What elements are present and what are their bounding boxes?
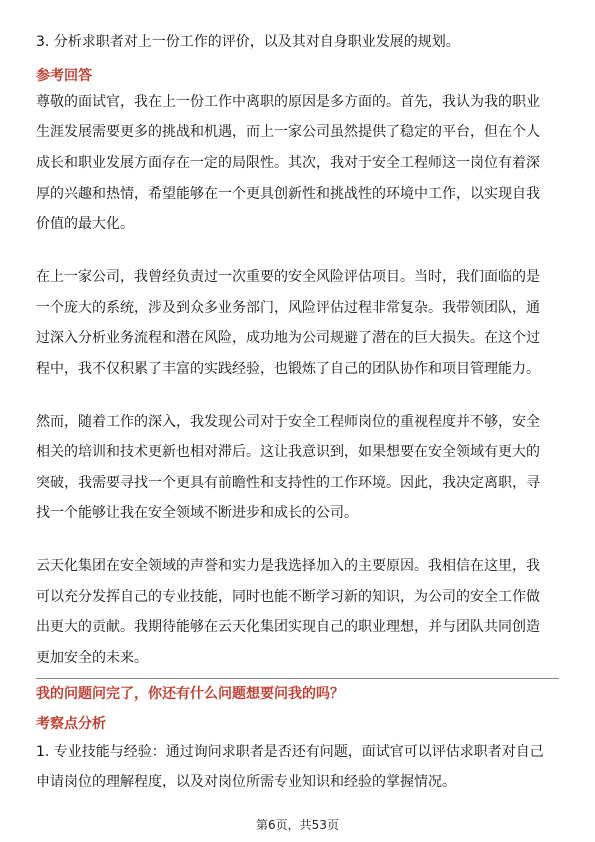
paragraph-line: 生涯发展需要更多的挑战和机遇，而上一家公司虽然提供了稳定的平台，但在个人 <box>36 124 540 140</box>
paragraph-line: 尊敬的面试官，我在上一份工作中离职的原因是多方面的。首先，我认为我的职业 <box>36 94 540 110</box>
paragraph-line: 价值的最大化。 <box>36 216 134 232</box>
analysis-line: 1. 专业技能与经验：通过询问求职者是否还有问题，面试官可以评估求职者对自己 <box>36 744 544 760</box>
paragraph-line: 找一个能够让我在安全领域不断进步和成长的公司。 <box>36 505 358 521</box>
section-divider <box>36 678 559 679</box>
paragraph-line: 然而，随着工作的深入，我发现公司对于安全工程师岗位的重视程度并不够，安全 <box>36 414 540 430</box>
paragraph-line: 一个庞大的系统，涉及到众多业务部门，风险评估过程非常复杂。我带领团队，通 <box>36 300 540 316</box>
page-number: 第6页，共53页 <box>256 818 339 832</box>
analysis-line: 申请岗位的理解程度，以及对岗位所需专业知识和经验的掌握情况。 <box>36 774 456 790</box>
paragraph-line: 过深入分析业务流程和潜在风险，成功地为公司规避了潜在的巨大损失。在这个过 <box>36 330 540 346</box>
reference-answer-label: 参考回答 <box>36 68 92 84</box>
next-question-title: 我的问题问完了，你还有什么问题想要问我的吗？ <box>36 686 344 702</box>
paragraph-line: 更加安全的未来。 <box>36 650 148 666</box>
paragraph-line: 成长和职业发展方面存在一定的局限性。其次，我对于安全工程师这一岗位有着深 <box>36 155 540 171</box>
analysis-label: 考察点分析 <box>36 716 106 732</box>
paragraph-line: 云天化集团在安全领域的声誉和实力是我选择加入的主要原因。我相信在这里，我 <box>36 558 540 574</box>
paragraph-line: 突破，我需要寻找一个更具有前瞻性和支持性的工作环境。因此，我决定离职，寻 <box>36 475 540 491</box>
paragraph-line: 程中，我不仅积累了丰富的实践经验，也锻炼了自己的团队协作和项目管理能力。 <box>36 361 540 377</box>
paragraph-line: 出更大的贡献。我期待能够在云天化集团实现自己的职业理想，并与团队共同创造 <box>36 619 540 635</box>
intro-question: 3. 分析求职者对上一份工作的评价，以及其对自身职业发展的规划。 <box>36 34 460 50</box>
paragraph-line: 在上一家公司，我曾经负责过一次重要的安全风险评估项目。当时，我们面临的是 <box>36 269 540 285</box>
paragraph-line: 可以充分发挥自己的专业技能，同时也能不断学习新的知识，为公司的安全工作做 <box>36 589 540 605</box>
paragraph-line: 厚的兴趣和热情，希望能够在一个更具创新性和挑战性的环境中工作，以实现自我 <box>36 186 540 202</box>
paragraph-line: 相关的培训和技术更新也相对滞后。这让我意识到，如果想要在安全领域有更大的 <box>36 444 540 460</box>
